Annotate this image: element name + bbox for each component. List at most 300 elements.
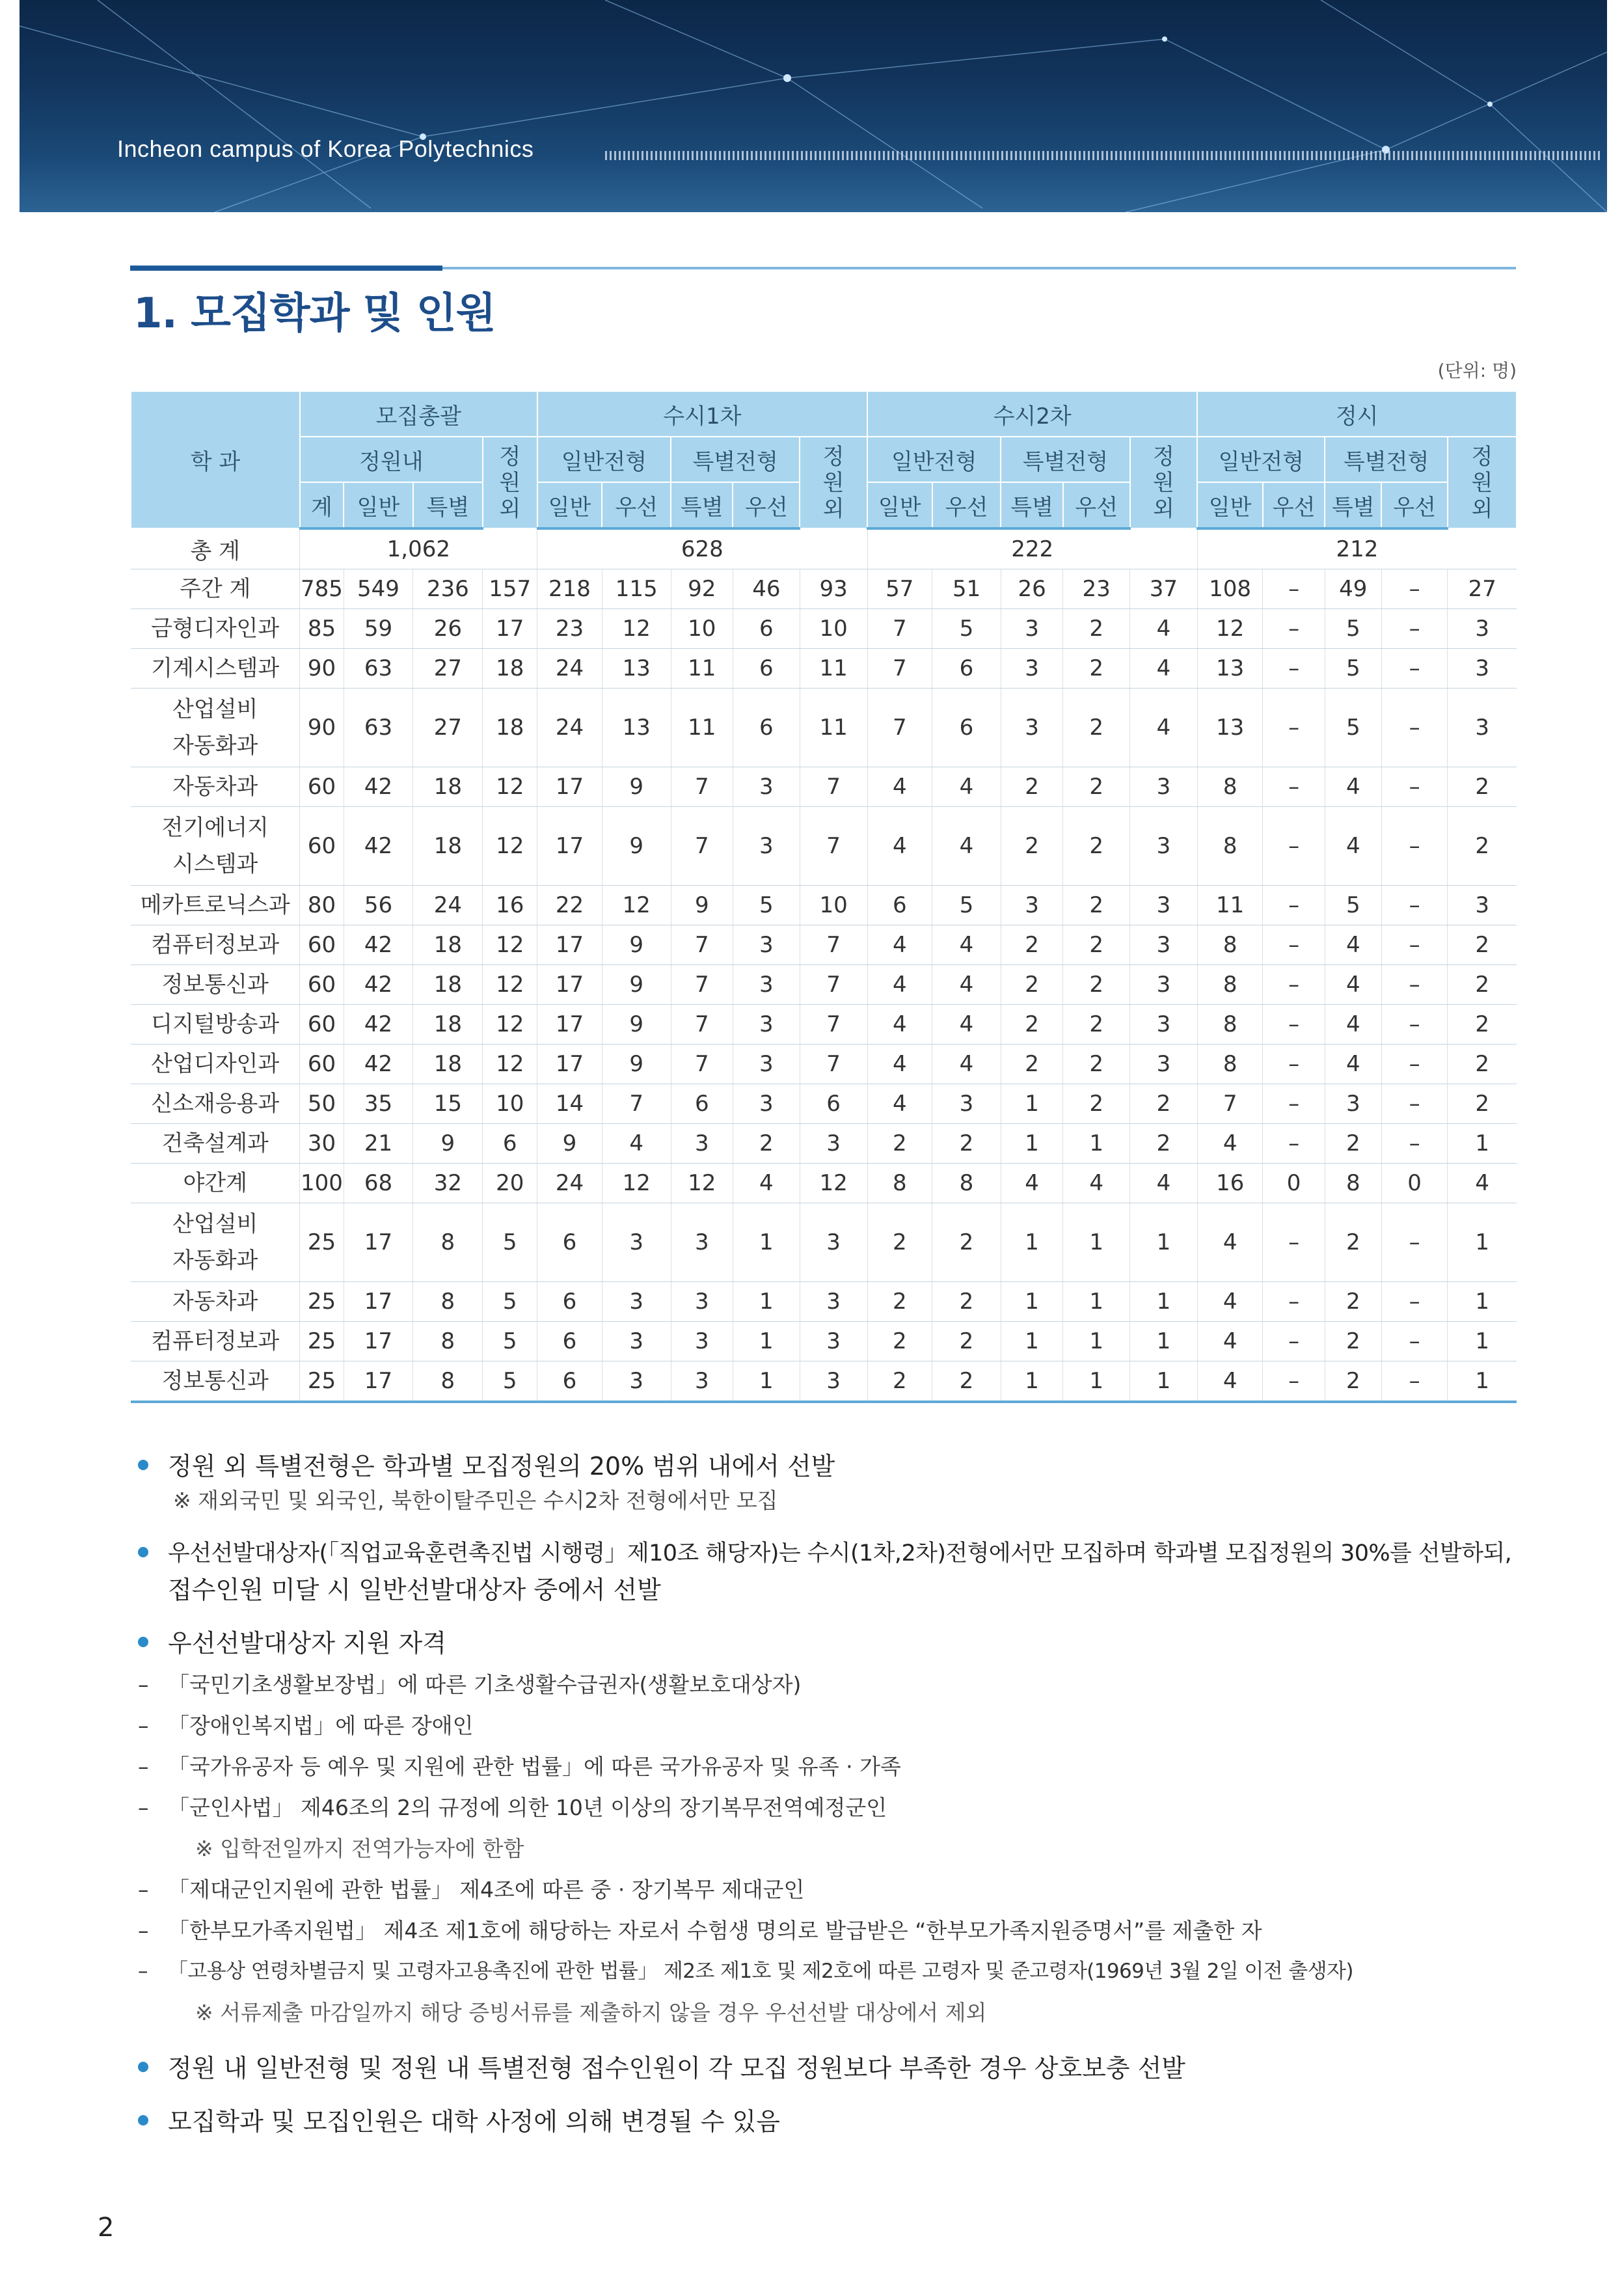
grand-total-label: 총 계 — [131, 528, 300, 569]
header-total: 모집총괄 — [300, 391, 537, 437]
header-quota-out: 정 원 외 — [483, 437, 537, 528]
table-cell: 11 — [800, 649, 867, 689]
table-cell: – — [1263, 569, 1325, 609]
table-cell: 9 — [602, 1045, 671, 1084]
table-cell: 6 — [733, 609, 800, 649]
table-cell: 9 — [671, 886, 733, 925]
table-cell: 7 — [800, 807, 867, 886]
table-cell: – — [1381, 1084, 1448, 1124]
table-cell: 18 — [483, 689, 537, 767]
table-cell: 2 — [867, 1124, 932, 1164]
table-cell: 60 — [300, 965, 344, 1005]
table-cell: – — [1381, 1045, 1448, 1084]
dash-icon: – — [138, 1672, 149, 1697]
dept-name-cell: 전기에너지 시스템과 — [131, 807, 300, 886]
table-cell: 18 — [413, 1045, 483, 1084]
table-row — [131, 1164, 1517, 1203]
table-cell: 17 — [537, 925, 602, 965]
table-cell: 2 — [932, 1124, 1001, 1164]
table-cell: 4 — [1197, 1322, 1263, 1361]
table-cell: 8 — [1197, 767, 1263, 807]
section-accent — [130, 266, 442, 271]
table-cell: 3 — [733, 1084, 800, 1124]
table-cell: 6 — [671, 1084, 733, 1124]
table-cell: 4 — [1130, 649, 1198, 689]
table-cell: 4 — [867, 965, 932, 1005]
table-row — [131, 649, 1517, 689]
table-cell: – — [1263, 1045, 1325, 1084]
table-cell: 4 — [1197, 1282, 1263, 1322]
table-cell: 2 — [1130, 1084, 1198, 1124]
dept-name-cell: 기계시스템과 — [131, 649, 300, 689]
table-body — [131, 528, 1517, 1402]
table-cell: 3 — [800, 1361, 867, 1402]
note-text: 정원 외 특별전형은 학과별 모집정원의 20% 범위 내에서 선발 — [168, 1452, 835, 1481]
table-cell: 17 — [537, 1045, 602, 1084]
header-general: 일반 — [344, 482, 413, 528]
table-cell: 9 — [602, 1005, 671, 1045]
table-cell: 3 — [733, 767, 800, 807]
table-cell: 2 — [1063, 689, 1130, 767]
table-cell: 3 — [733, 1045, 800, 1084]
table-cell: 8 — [1197, 1005, 1263, 1045]
table-row — [131, 569, 1517, 609]
table-cell: 2 — [1063, 807, 1130, 886]
table-cell: – — [1263, 1361, 1325, 1402]
table-cell: 2 — [1448, 1045, 1517, 1084]
dept-name-cell: 금형디자인과 — [131, 609, 300, 649]
table-cell: 2 — [1063, 767, 1130, 807]
table-cell: 56 — [344, 886, 413, 925]
table-cell: 9 — [602, 925, 671, 965]
table-cell: – — [1263, 925, 1325, 965]
table-cell: 2 — [1063, 886, 1130, 925]
table-cell: 4 — [1325, 767, 1381, 807]
table-cell: 3 — [800, 1322, 867, 1361]
bullet-icon — [138, 2062, 148, 2072]
table-cell: 8 — [413, 1322, 483, 1361]
header-dept: 학 과 — [131, 391, 300, 528]
table-cell: 68 — [344, 1164, 413, 1203]
table-cell: 4 — [1197, 1361, 1263, 1402]
header-r2-special: 특별전형 — [1001, 437, 1129, 482]
table-cell: 10 — [800, 609, 867, 649]
table-cell: 42 — [344, 1005, 413, 1045]
dash-icon: – — [138, 1754, 149, 1779]
table-cell: 2 — [1001, 767, 1062, 807]
table-cell: 1 — [1448, 1282, 1517, 1322]
table-cell: – — [1381, 886, 1448, 925]
table-cell: – — [1381, 1005, 1448, 1045]
table-cell: 1 — [1063, 1282, 1130, 1322]
table-cell: 18 — [483, 649, 537, 689]
dash-icon: – — [138, 1960, 148, 1983]
table-cell: 1 — [1448, 1322, 1517, 1361]
table-cell: 13 — [602, 649, 671, 689]
table-cell: 4 — [932, 767, 1001, 807]
table-cell: – — [1263, 1084, 1325, 1124]
grand-total-regular: 212 — [1197, 528, 1517, 569]
table-cell: 2 — [1063, 1005, 1130, 1045]
table-cell: 32 — [413, 1164, 483, 1203]
table-cell: 7 — [671, 965, 733, 1005]
table-cell: 18 — [413, 925, 483, 965]
dept-name-cell: 자동차과 — [131, 767, 300, 807]
table-cell: 2 — [733, 1124, 800, 1164]
table-cell: 6 — [483, 1124, 537, 1164]
note-text: 우선선발대상자(「직업교육훈련촉진법 시행령」제10조 해당자)는 수시(1차,2차)전형에서만 모집하며 학과별 모집정원의 30%를 선발하되, — [168, 1540, 1512, 1566]
table-cell: 2 — [932, 1282, 1001, 1322]
table-cell: 12 — [1197, 609, 1263, 649]
table-cell: 27 — [413, 689, 483, 767]
table-cell: 5 — [483, 1361, 537, 1402]
table-cell: 2 — [1325, 1282, 1381, 1322]
dept-name-cell: 산업디자인과 — [131, 1045, 300, 1084]
table-cell: 4 — [1325, 1045, 1381, 1084]
table-cell: 1 — [1448, 1203, 1517, 1282]
note-item — [130, 1448, 1522, 1517]
table-cell: 23 — [1063, 569, 1130, 609]
table-cell: 5 — [483, 1203, 537, 1282]
table-cell: 3 — [602, 1203, 671, 1282]
table-cell: 8 — [1197, 925, 1263, 965]
table-cell: 2 — [1325, 1203, 1381, 1282]
table-cell: 42 — [344, 767, 413, 807]
notes-section — [130, 1448, 1522, 2154]
table-cell: 108 — [1197, 569, 1263, 609]
table-cell: 7 — [867, 689, 932, 767]
table-cell: 42 — [344, 807, 413, 886]
table-cell: 6 — [800, 1084, 867, 1124]
table-cell: 42 — [344, 925, 413, 965]
table-cell: 3 — [733, 807, 800, 886]
table-row — [131, 689, 1517, 767]
header-general: 일반 — [537, 482, 602, 528]
table-cell: 2 — [1001, 965, 1062, 1005]
table-cell: 3 — [1448, 689, 1517, 767]
table-cell: 8 — [413, 1361, 483, 1402]
note-text: 접수인원 미달 시 일반선발대상자 중에서 선발 — [168, 1576, 661, 1604]
table-cell: 11 — [671, 649, 733, 689]
table-row — [131, 609, 1517, 649]
table-cell: 3 — [671, 1282, 733, 1322]
table-cell: 5 — [932, 886, 1001, 925]
table-cell: 9 — [537, 1124, 602, 1164]
table-cell: 6 — [932, 689, 1001, 767]
header-special: 특별 — [671, 482, 733, 528]
header-rule — [605, 151, 1601, 160]
table-cell: 9 — [602, 767, 671, 807]
table-cell: 2 — [1063, 609, 1130, 649]
table-row — [131, 1361, 1517, 1402]
header-round1: 수시1차 — [537, 391, 867, 437]
table-cell: – — [1381, 1361, 1448, 1402]
table-cell: 60 — [300, 807, 344, 886]
table-cell: – — [1381, 1282, 1448, 1322]
note-text: 정원 내 일반전형 및 정원 내 특별전형 접수인원이 각 모집 정원보다 부족한 경우 상호보충 선발 — [168, 2054, 1186, 2083]
table-cell: 49 — [1325, 569, 1381, 609]
table-cell: 12 — [671, 1164, 733, 1203]
table-row — [131, 1203, 1517, 1282]
table-cell: 785 — [300, 569, 344, 609]
dept-name-cell: 자동차과 — [131, 1282, 300, 1322]
table-cell: 4 — [1130, 689, 1198, 767]
table-cell: 17 — [537, 1005, 602, 1045]
table-cell: 4 — [1325, 1005, 1381, 1045]
table-cell: 0 — [1263, 1164, 1325, 1203]
table-cell: 8 — [932, 1164, 1001, 1203]
table-cell: 9 — [602, 807, 671, 886]
recruitment-table — [130, 390, 1517, 1403]
header-r2-general: 일반전형 — [867, 437, 1001, 482]
note-text: 모집학과 및 모집인원은 대학 사정에 의해 변경될 수 있음 — [168, 2107, 780, 2136]
table-cell: 3 — [602, 1282, 671, 1322]
table-cell: 2 — [932, 1361, 1001, 1402]
table-cell: 63 — [344, 649, 413, 689]
table-cell: 17 — [537, 807, 602, 886]
table-cell: 18 — [413, 767, 483, 807]
table-cell: 12 — [483, 807, 537, 886]
table-cell: 4 — [1325, 925, 1381, 965]
table-cell: 10 — [671, 609, 733, 649]
table-cell: 3 — [800, 1203, 867, 1282]
table-cell: 3 — [1130, 1005, 1198, 1045]
table-cell: 4 — [867, 1084, 932, 1124]
table-cell: 3 — [602, 1361, 671, 1402]
table-cell: 7 — [602, 1084, 671, 1124]
table-cell: 3 — [671, 1203, 733, 1282]
table-cell: 1 — [733, 1203, 800, 1282]
table-cell: 3 — [733, 925, 800, 965]
table-cell: 25 — [300, 1282, 344, 1322]
table-cell: 7 — [800, 965, 867, 1005]
table-cell: 2 — [932, 1203, 1001, 1282]
table-cell: 236 — [413, 569, 483, 609]
table-cell: 1 — [1448, 1124, 1517, 1164]
table-cell: 2 — [867, 1361, 932, 1402]
page-number: 2 — [98, 2213, 115, 2243]
note-text: 우선선발대상자 지원 자격 — [168, 1629, 446, 1658]
table-cell: 5 — [1325, 609, 1381, 649]
table-cell: 23 — [537, 609, 602, 649]
table-cell: 4 — [1130, 609, 1198, 649]
table-cell: 6 — [537, 1322, 602, 1361]
dept-name-cell: 컴퓨터정보과 — [131, 1322, 300, 1361]
table-cell: 4 — [1448, 1164, 1517, 1203]
table-cell: 4 — [1325, 807, 1381, 886]
table-cell: 2 — [1001, 1045, 1062, 1084]
table-cell: 17 — [483, 609, 537, 649]
table-cell: 2 — [1448, 807, 1517, 886]
table-cell: 18 — [413, 1005, 483, 1045]
qualification-item: – 「한부모가족지원법」 제4조 제1호에 해당하는 자로서 수험생 명의로 발급받은 “한부모가족지원증명서”를 제출한 자 — [130, 1910, 1522, 1951]
table-cell: 4 — [1197, 1124, 1263, 1164]
dash-icon: – — [138, 1918, 149, 1943]
table-cell: – — [1381, 689, 1448, 767]
table-cell: 17 — [537, 767, 602, 807]
qualification-item: – 「고용상 연령차별금지 및 고령자고용촉진에 관한 법률」 제2조 제1호 및 제2호에 따른 고령자 및 준고령자(1969년 3월 2일 이전 출생자) — [130, 1951, 1522, 1992]
table-cell: 12 — [602, 886, 671, 925]
table-cell: 18 — [413, 965, 483, 1005]
table-cell: 25 — [300, 1322, 344, 1361]
table-cell: 93 — [800, 569, 867, 609]
bullet-icon — [138, 1637, 148, 1647]
table-cell: 15 — [413, 1084, 483, 1124]
header-special: 특별 — [1001, 482, 1062, 528]
header-special: 특별 — [413, 482, 483, 528]
table-cell: 35 — [344, 1084, 413, 1124]
table-cell: 2 — [867, 1203, 932, 1282]
table-cell: 1 — [1001, 1361, 1062, 1402]
header-banner — [20, 0, 1607, 212]
dept-name-cell: 신소재응용과 — [131, 1084, 300, 1124]
table-cell: 37 — [1130, 569, 1198, 609]
table-cell: 4 — [867, 767, 932, 807]
section-title: 1. 모집학과 및 인원 — [133, 290, 496, 338]
table-cell: 6 — [537, 1203, 602, 1282]
table-cell: 1 — [1001, 1084, 1062, 1124]
dash-icon: – — [138, 1795, 149, 1820]
header-general: 일반 — [867, 482, 932, 528]
table-cell: – — [1381, 609, 1448, 649]
table-cell: 27 — [413, 649, 483, 689]
table-cell: 4 — [1001, 1164, 1062, 1203]
table-cell: 3 — [1325, 1084, 1381, 1124]
dept-name-cell: 정보통신과 — [131, 1361, 300, 1402]
table-cell: 3 — [800, 1282, 867, 1322]
table-cell: 2 — [932, 1322, 1001, 1361]
table-cell: – — [1263, 1005, 1325, 1045]
table-cell: 6 — [932, 649, 1001, 689]
table-cell: 3 — [1001, 689, 1062, 767]
table-cell: 0 — [1381, 1164, 1448, 1203]
dept-name-cell: 컴퓨터정보과 — [131, 925, 300, 965]
header-sum: 계 — [300, 482, 344, 528]
table-cell: 13 — [602, 689, 671, 767]
table-cell: 26 — [413, 609, 483, 649]
qualification-note: ※ 서류제출 마감일까지 해당 증빙서류를 제출하지 않을 경우 우선선발 대상에서 제외 — [195, 2000, 987, 2025]
table-cell: 2 — [1325, 1124, 1381, 1164]
table-cell: 1 — [1063, 1203, 1130, 1282]
table-cell: 8 — [1325, 1164, 1381, 1203]
table-row — [131, 807, 1517, 886]
table-cell: 25 — [300, 1361, 344, 1402]
table-cell: – — [1381, 767, 1448, 807]
dept-name-cell: 산업설비 자동화과 — [131, 1203, 300, 1282]
qualification-item: – 「제대군인지원에 관한 법률」 제4조에 따른 중 · 장기복무 제대군인 — [130, 1869, 1522, 1910]
table-cell: 24 — [413, 886, 483, 925]
bullet-icon — [138, 1547, 148, 1557]
table-cell: 1 — [733, 1361, 800, 1402]
table-cell: 21 — [344, 1124, 413, 1164]
table-cell: 12 — [602, 1164, 671, 1203]
table-cell: 10 — [483, 1084, 537, 1124]
table-cell: – — [1381, 965, 1448, 1005]
table-cell: 218 — [537, 569, 602, 609]
table-cell: 4 — [932, 807, 1001, 886]
table-cell: 1 — [1001, 1322, 1062, 1361]
table-cell: 7 — [671, 925, 733, 965]
table-cell: 2 — [1063, 649, 1130, 689]
table-cell: – — [1263, 1203, 1325, 1282]
table-cell: 3 — [1448, 649, 1517, 689]
table-cell: 1 — [1448, 1361, 1517, 1402]
header-reg-quota-out: 정 원 외 — [1448, 437, 1517, 528]
header-priority: 우선 — [1263, 482, 1325, 528]
table-cell: 6 — [537, 1282, 602, 1322]
table-cell: 7 — [800, 1005, 867, 1045]
table-cell: 60 — [300, 1005, 344, 1045]
table-cell: – — [1263, 649, 1325, 689]
table-cell: – — [1263, 689, 1325, 767]
table-cell: 7 — [671, 807, 733, 886]
table-cell: 2 — [867, 1282, 932, 1322]
table-cell: 5 — [1325, 886, 1381, 925]
table-cell: 80 — [300, 886, 344, 925]
table-cell: 2 — [1001, 1005, 1062, 1045]
table-cell: 2 — [1325, 1361, 1381, 1402]
table-cell: 1 — [1063, 1124, 1130, 1164]
table-cell: 3 — [733, 965, 800, 1005]
table-cell: – — [1263, 1322, 1325, 1361]
table-cell: 3 — [1130, 965, 1198, 1005]
table-cell: 1 — [1063, 1361, 1130, 1402]
table-cell: 549 — [344, 569, 413, 609]
table-row — [131, 1084, 1517, 1124]
table-row — [131, 925, 1517, 965]
header-r1-general: 일반전형 — [537, 437, 671, 482]
table-cell: 2 — [1325, 1322, 1381, 1361]
qualification-item: – 「국가유공자 등 예우 및 지원에 관한 법률」에 따른 국가유공자 및 유족 · 가족 — [130, 1746, 1522, 1787]
table-cell: 6 — [867, 886, 932, 925]
table-row — [131, 1124, 1517, 1164]
table-cell: 60 — [300, 925, 344, 965]
table-cell: 4 — [867, 1045, 932, 1084]
table-cell: 4 — [932, 1045, 1001, 1084]
table-cell: 12 — [483, 767, 537, 807]
table-cell: 4 — [733, 1164, 800, 1203]
table-cell: 1 — [1063, 1322, 1130, 1361]
table-cell: 6 — [733, 689, 800, 767]
qualification-item: – 「국민기초생활보장법」에 따른 기초생활수급권자(생활보호대상자) — [130, 1664, 1522, 1705]
table-cell: 3 — [1130, 807, 1198, 886]
table-row — [131, 1005, 1517, 1045]
table-cell: 1 — [1130, 1361, 1198, 1402]
table-cell: 7 — [671, 1045, 733, 1084]
table-cell: 17 — [344, 1282, 413, 1322]
table-cell: 2 — [1448, 1005, 1517, 1045]
table-cell: 12 — [483, 965, 537, 1005]
table-cell: – — [1381, 807, 1448, 886]
header-priority: 우선 — [733, 482, 800, 528]
header-reg-special: 특별전형 — [1325, 437, 1448, 482]
table-cell: 5 — [733, 886, 800, 925]
table-cell: 4 — [1130, 1164, 1198, 1203]
table-cell: 1 — [1130, 1322, 1198, 1361]
header-round2: 수시2차 — [867, 391, 1197, 437]
header-regular: 정시 — [1197, 391, 1517, 437]
table-cell: 3 — [932, 1084, 1001, 1124]
note-item — [130, 2103, 1522, 2140]
table-row — [131, 1282, 1517, 1322]
network-pattern-graphic — [20, 0, 1607, 212]
table-cell: 2 — [1063, 965, 1130, 1005]
table-cell: 11 — [1197, 886, 1263, 925]
table-cell: 90 — [300, 649, 344, 689]
table-cell: 13 — [1197, 689, 1263, 767]
header-special: 특별 — [1325, 482, 1381, 528]
table-cell: 12 — [483, 1005, 537, 1045]
